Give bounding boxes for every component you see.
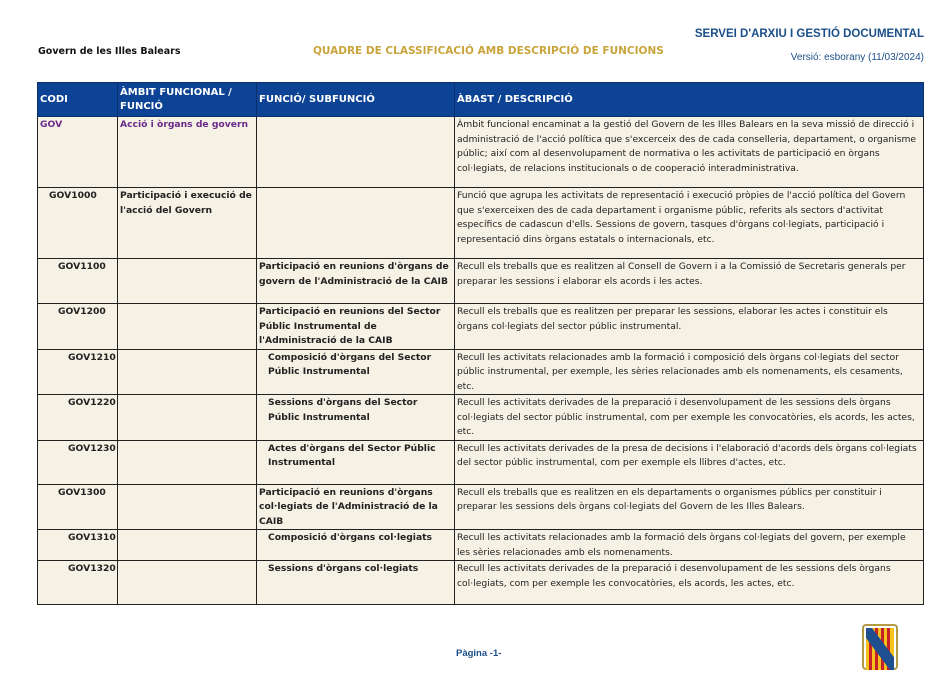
- row-funcio: Composició d'òrgans col·legiats: [257, 530, 455, 561]
- table-row: [38, 304, 924, 350]
- row-code: GOV1000: [38, 188, 118, 259]
- column-header-funcio: FUNCIÓ/ SUBFUNCIÓ: [257, 83, 455, 117]
- row-ambit: [118, 349, 257, 395]
- table-row: [38, 440, 924, 484]
- row-code: GOV1220: [38, 395, 118, 441]
- table-row: [38, 395, 924, 441]
- table-header-row: [38, 83, 924, 117]
- row-code: GOV1310: [38, 530, 118, 561]
- row-code: GOV1210: [38, 349, 118, 395]
- row-ambit: [118, 304, 257, 350]
- row-description: Recull les activitats derivades de la preparació i desenvolupament de les sessions dels òrgans col·legiats del sector públic instrumental, com per exemple les convocatòries, els acords, les actes, etc.: [455, 395, 924, 441]
- table-row: [38, 117, 924, 188]
- row-funcio: Composició d'òrgans del Sector Públic Instrumental: [257, 349, 455, 395]
- row-ambit: [118, 440, 257, 484]
- table-row: [38, 561, 924, 605]
- row-description: Recull els treballs que es realitzen per preparar les sessions, elaborar les actes i constituir els òrgans col·legiats del sector públic instrumental.: [455, 304, 924, 350]
- row-ambit: [118, 395, 257, 441]
- table-row: [38, 259, 924, 304]
- table-row: [38, 530, 924, 561]
- row-code: GOV1200: [38, 304, 118, 350]
- row-code: GOV1230: [38, 440, 118, 484]
- page-number: Pàgina -1-: [456, 648, 502, 659]
- row-description: Àmbit funcional encaminat a la gestió del Govern de les Illes Balears en la seva missió de direcció i administració de l'acció política que s'excerceix des de cada conselleria, departament, o organisme públic; així com al desenvolupament de normativa o les activitats de participació en òrgans col·legiats, de relacions institucionals o de cooperació interadministrativa.: [455, 117, 924, 188]
- row-ambit: [118, 484, 257, 530]
- row-funcio: Participació en reunions d'òrgans de govern de l'Administració de la CAIB: [257, 259, 455, 304]
- row-ambit: Participació i execució de l'acció del Govern: [118, 188, 257, 259]
- row-description: Recull els treballs que es realitzen al Consell de Govern i a la Comissió de Secretaris generals per preparar les sessions i elaborar els acords i les actes.: [455, 259, 924, 304]
- row-funcio: [257, 117, 455, 188]
- row-description: Recull les activitats derivades de la presa de decisions i l'elaboració d'acords dels òrgans col·legiats del sector públic instrumental, com per exemple els llibres d'actes, etc.: [455, 440, 924, 484]
- document-title: QUADRE DE CLASSIFICACIÓ AMB DESCRIPCIÓ DE FUNCIONS: [313, 45, 664, 57]
- row-description: Recull els treballs que es realitzen en els departaments o organismes públics per constituir i preparar les sessions dels òrgans col·legiats del Govern de les Illes Balears.: [455, 484, 924, 530]
- row-funcio: [257, 188, 455, 259]
- row-description: Funció que agrupa les activitats de representació i execució pròpies de l'acció política del Govern que s'exerceixen des de cada departament i organisme públic, referits als sectors d'activitat específics de cadascun d'ells. Sessions de govern, tasques d'òrgans col·legiats, participació i representació dins òrgans estatals o internacionals, etc.: [455, 188, 924, 259]
- column-header-ambit: ÀMBIT FUNCIONAL / FUNCIÓ: [118, 83, 257, 117]
- service-name: SERVEI D'ARXIU I GESTIÓ DOCUMENTAL: [694, 28, 924, 40]
- organization-name: Govern de les Illes Balears: [38, 46, 181, 57]
- row-ambit: [118, 561, 257, 605]
- table-row: [38, 484, 924, 530]
- row-description: Recull les activitats relacionades amb la formació dels òrgans col·legiats del govern, per exemple les sèries relacionades amb els nomenaments.: [455, 530, 924, 561]
- row-ambit: [118, 530, 257, 561]
- row-ambit: Acció i òrgans de govern: [118, 117, 257, 188]
- row-description: Recull les activitats relacionades amb la formació i composició dels òrgans col·legiats del sector públic instrumental, per exemple, les sèries relacionades amb els nomenaments, els cesaments, etc.: [455, 349, 924, 395]
- row-funcio: Sessions d'òrgans col·legiats: [257, 561, 455, 605]
- row-ambit: [118, 259, 257, 304]
- column-header-description: ÀBAST / DESCRIPCIÓ: [455, 83, 924, 117]
- table-row: [38, 349, 924, 395]
- row-funcio: Sessions d'òrgans del Sector Públic Instrumental: [257, 395, 455, 441]
- table-row: [38, 188, 924, 259]
- coat-of-arms-logo: [862, 624, 898, 670]
- version-label: Versió: esborany (11/03/2024): [790, 52, 924, 63]
- row-code: GOV1320: [38, 561, 118, 605]
- column-header-code: CODI: [38, 83, 118, 117]
- row-funcio: Participació en reunions d'òrgans col·legiats de l'Administració de la CAIB: [257, 484, 455, 530]
- row-funcio: Actes d'òrgans del Sector Públic Instrumental: [257, 440, 455, 484]
- row-code: GOV1100: [38, 259, 118, 304]
- row-funcio: Participació en reunions del Sector Públic Instrumental de l'Administració de la CAIB: [257, 304, 455, 350]
- row-description: Recull les activitats derivades de la preparació i desenvolupament de les sessions dels òrgans col·legiats, com per exemple les convocatòries, els acords, les actes, etc.: [455, 561, 924, 605]
- classification-table: [37, 82, 924, 605]
- row-code: GOV: [38, 117, 118, 188]
- row-code: GOV1300: [38, 484, 118, 530]
